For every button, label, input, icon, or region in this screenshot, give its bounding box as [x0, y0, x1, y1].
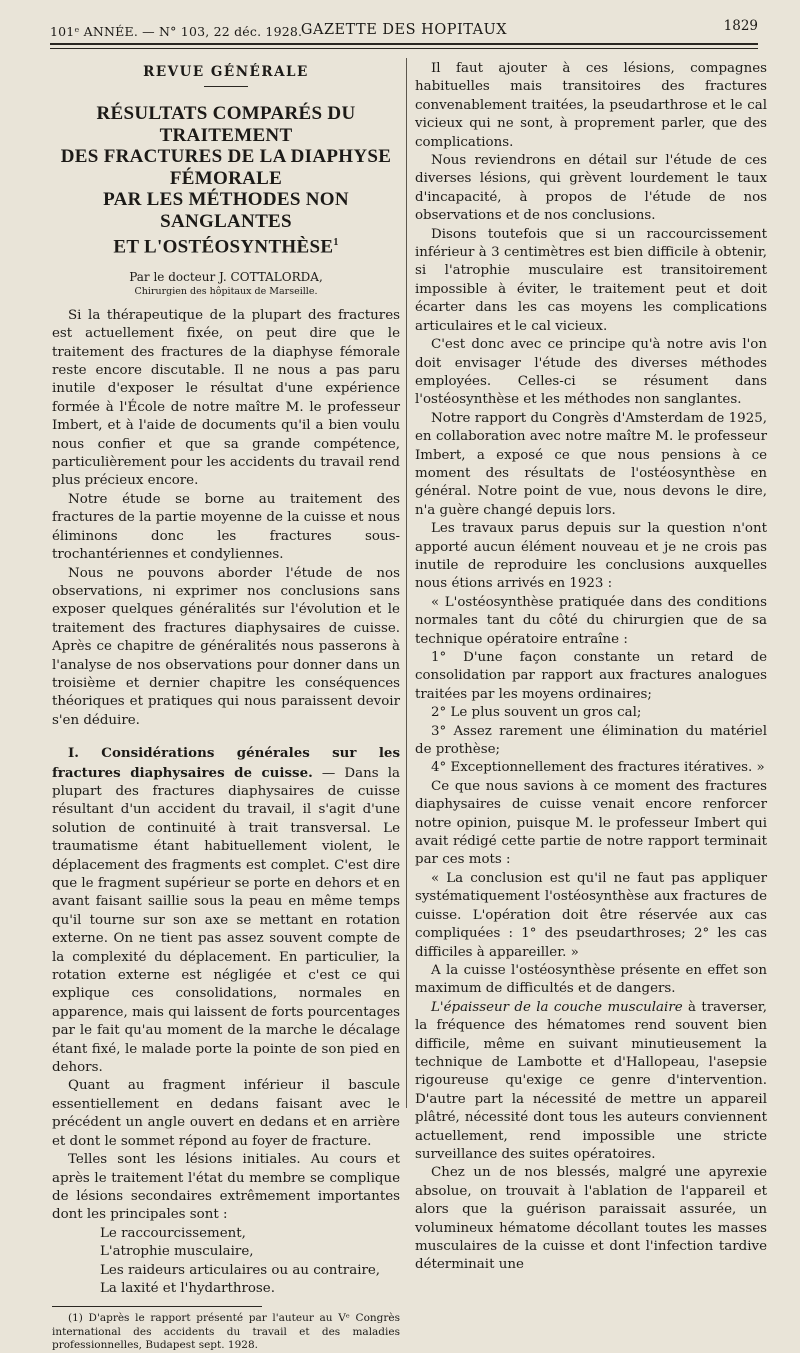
author-role: Chirurgien des hôpitaux de Marseille. [134, 285, 318, 297]
footnote-marker: 1 [333, 237, 339, 248]
title-line: RÉSULTATS COMPARÉS DU TRAITEMENT [96, 103, 356, 146]
issue-info: 101ᵉ ANNÉE. — N° 103, 22 déc. 1928. [50, 24, 303, 39]
column-divider [406, 58, 407, 1108]
header-rule-thick [50, 43, 758, 45]
paragraph: Quant au fragment inférieur il bascule essentiellement en dedans faisant avec le précédent un angle ouvert en dedans et en arrière et dont le sommet répond au foyer de fracture. [52, 1078, 400, 1149]
quote-item: 2° Le plus souvent un gros cal; [431, 705, 642, 721]
footnote: (1) D'après le rapport présenté par l'auteur au Vᵉ Congrès international des accidents du travail et des maladies professionnelles, Budapest sept. 1928. [52, 1312, 400, 1352]
paragraph: Nous ne pouvons aborder l'étude de nos observations, ni exprimer nos conclusions sans exposer quelques généralités sur l'évolution et le traitement des fractures diaphysaires de cuisse. Après ce chapitre de généralités nous passerons à l'analyse de nos observations pour donner dans un troisième et dernier chapitre les conséquences théoriques et pratiques qui nous paraissent devoir s'en déduire. [52, 565, 400, 728]
paragraph: Telles sont les lésions initiales. Au cours et après le traitement l'état du membre se complique de lésions secondaires extrêmement importantes dont les principales sont : [52, 1152, 400, 1223]
paragraph: Nous reviendrons en détail sur l'étude de ces diverses lésions, qui grèvent lourdement le taux d'incapacité, à propos de l'étude de nos observations et de nos conclusions. [415, 153, 767, 224]
paragraph: L'épaisseur de la couche musculaire à traverser, la fréquence des hématomes rend souvent bien difficile, même en suivant minutieusement la technique de Lambotte et d'Hallopeau, l'asepsie rigoureuse qu'exige ce genre d'intervention. D'autre part la nécessité de mettre un appareil plâtré, nécessité dont tous les auteurs conviennent actuellement, rend impossible une stricte surveillance des suites opératoires. [415, 999, 767, 1162]
paragraph: Ce que nous savions à ce moment des fractures diaphysaires de cuisse venait encore renforcer notre opinion, puisque M. le professeur Imbert qui avait rédigé cette partie de notre rapport terminait par ces mots : [415, 778, 767, 868]
paragraph: Notre étude se borne au traitement des fractures de la partie moyenne de la cuisse et nous éliminons donc les fractures sous-trochantériennes et condyliennes. [52, 491, 400, 563]
title-line: ET L'OSTÉOSYNTHÈSE$^1$ [113, 236, 339, 258]
paragraph: Disons toutefois que si un raccourcissement inférieur à 3 centimètres est bien difficile à obtenir, si l'atrophie musculaire est transitoirement impossible à éviter, le traitement peut et doit écarter dans les cas moyens les complications articulaires et le cal vicieux. [415, 226, 767, 334]
page-header [50, 18, 758, 44]
paragraph: Les travaux parus depuis sur la question n'ont apporté aucun élément nouveau et je ne crois pas inutile de reproduire les conclusions auxquelles nous étions arrivés en 1923 : [415, 521, 767, 592]
right-column [415, 60, 767, 1275]
footnote-rule [52, 1306, 262, 1307]
paragraph: Notre rapport du Congrès d'Amsterdam de 1925, en collaboration avec notre maître M. le professeur Imbert, a exposé ce que nous pensions à ce moment des résultats de l'ostéosynthèse en général. Notre point de vue, nous devons le dire, n'a guère changé depuis lors. [415, 410, 767, 518]
header-rule-thin [50, 48, 758, 49]
lesion-list [100, 1225, 400, 1299]
quote-item: 3° Assez rarement une élimination du matériel de prothèse; [415, 723, 767, 758]
paragraph: Chez un de nos blessés, malgré une apyrexie absolue, on trouvait à l'ablation de l'appareil et alors que la guérison paraissait assurée, un volumineux hématome décollant toutes les masses musculaires de la cuisse et dont l'infection tardive déterminait une [415, 1165, 767, 1273]
quote-paragraph: « La conclusion est qu'il ne faut pas appliquer systématiquement l'ostéosynthèse aux fractures de cuisse. L'opération doit être réservée aux cas compliquées : 1° des pseudarthroses; 2° les cas difficiles à appareiller. » [415, 870, 767, 960]
list-item: Les raideurs articulaires ou au contraire, [100, 1262, 381, 1278]
quote-item: 4° Exceptionnellement des fractures itératives. » [431, 760, 765, 776]
page-number: 1829 [723, 18, 758, 34]
paragraph: Il faut ajouter à ces lésions, compagnes habituelles mais transitoires des fractures convenablement traitées, la pseudarthrose et le cal vicieux qui ne sont, à proprement parler, que des complications. [415, 61, 767, 150]
list-item: Le raccourcissement, [100, 1225, 246, 1241]
journal-name: GAZETTE DES HOPITAUX [300, 22, 508, 38]
left-column [52, 60, 400, 1353]
section-paragraph: I. Considérations générales sur les fractures diaphysaires de cuisse. — Dans la plupart des fractures diaphysaires de cuisse résultant d'un accident du travail, il s'agit d'une solution de continuité à trait transversal. Le traumatisme étant habituellement violent, le déplacement des fragments est complet. C'est dire que le fragment supérieur se porte en dehors et en avant faisant saillie sous la peau en même temps qu'il tourne sur son axe se mettant en rotation externe. On ne tient pas assez souvent compte de la complexité du déplacement. En particulier, la rotation externe est négligée et c'est ce qui explique ces consolidations, normales en apparence, mais qui laissent de forts pourcentages par le fait qu'au moment de la marche le décalage étant fixé, le malade porte la pointe de son pied en dehors. [52, 745, 400, 1076]
emphasis-text: L'épaisseur de la couche musculaire [431, 999, 683, 1015]
section-title: REVUE GÉNÉRALE [143, 64, 309, 80]
article-title [52, 103, 400, 258]
section-heading: I. Considérations générales sur les fractures diaphysaires de cuisse. [52, 745, 400, 781]
paragraph: C'est donc avec ce principe qu'à notre avis l'on doit envisager l'étude des diverses méthodes employées. Celles-ci se résument dans l'ostéosynthèse et les méthodes non sanglantes. [415, 337, 767, 408]
paragraph: A la cuisse l'ostéosynthèse présente en effet son maximum de difficultés et de dangers. [415, 962, 767, 997]
quote-paragraph: « L'ostéosynthèse pratiquée dans des conditions normales tant du côté du chirurgien que de sa technique opératoire entraîne : [415, 594, 767, 647]
section-rule [204, 86, 248, 87]
quote-item: 1° D'une façon constante un retard de consolidation par rapport aux fractures analogues traitées par les moyens ordinaires; [415, 650, 767, 702]
title-line: PAR LES MÉTHODES NON SANGLANTES [103, 189, 349, 232]
list-item: La laxité et l'hydarthrose. [100, 1280, 275, 1296]
list-item: L'atrophie musculaire, [100, 1244, 254, 1260]
paragraph: Si la thérapeutique de la plupart des fractures est actuellement fixée, on peut dire que le traitement des fractures de la diaphyse fémorale reste encore discutable. Il ne nous a pas paru inutile d'exposer le résultat d'une expérience formée à l'École de notre maître M. le professeur Imbert, et à l'aide de documents qu'il a bien voulu nous confier et que sa grande compétence, particulièrement pour les accidents du travail rend plus précieux encore. [52, 307, 400, 489]
author-byline: Par le docteur J. COTTALORDA, [129, 269, 323, 284]
title-line: DES FRACTURES DE LA DIAPHYSE FÉMORALE [60, 146, 392, 189]
